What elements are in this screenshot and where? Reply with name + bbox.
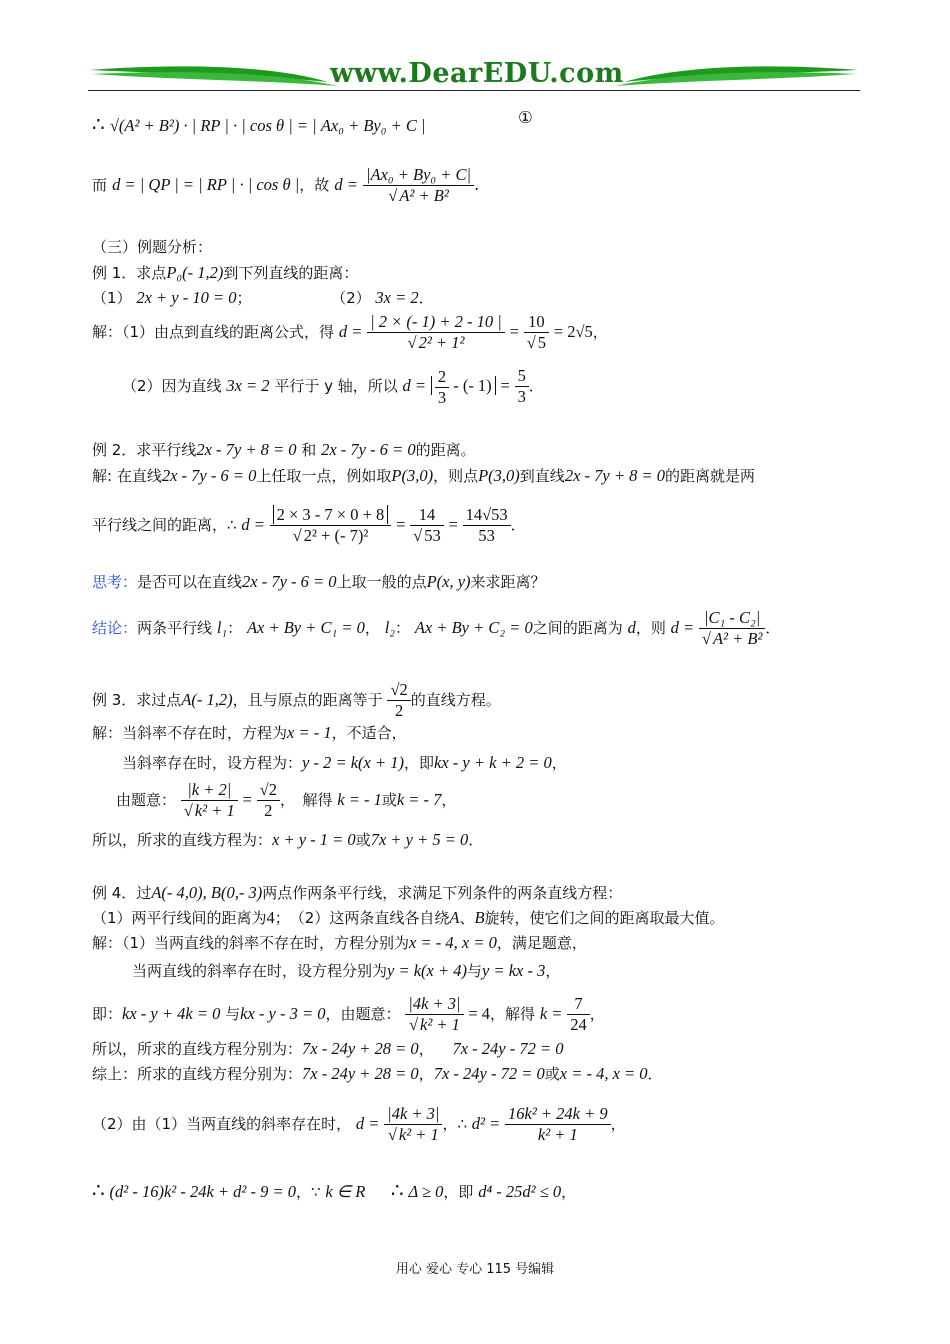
derivation-line-1: ∴ √(A² + B²) · | RP | · | cos θ | = | Ax₀ + By₀ + C | <box>92 114 426 136</box>
ex4-conditions: （1）两平行线间的距离为4； （2）这两条直线各自绕A、B旋转，使它们之间的距离取最大值。 <box>92 908 725 927</box>
conclusion-label: 结论： <box>92 619 138 637</box>
ex1-solution-1: 解：（1）由点到直线的距离公式，得 d = $\frac{| 2 \times (- 1) + 2 - 10 |}{\text{√ 2² + 1²}}$ = $\frac{10}{√ 5}$ = 2√5， <box>92 312 608 352</box>
ex4-prompt: 例 4．过A(- 4,0), B(0,- 3)两点作两条平行线，求满足下列条件的两条直线方程： <box>92 883 623 902</box>
ex4-solution-2: 当两直线的斜率存在时，设方程分别为y = k(x + 4)与y = kx - 3， <box>132 961 561 980</box>
ex3-solution-4: 所以，所求的直线方程为：x + y - 1 = 0或7x + y + 5 = 0． <box>92 830 484 849</box>
ex4-part2-line-1: （2）由（1）当两直线的斜率存在时， d = $\frac{|4k + 3|}{\text{√ k² + 1}}$ ，∴ d² = $\frac{\text{16k² + 24k + 9}}{\text{k² + 1}}$ ， <box>92 1104 626 1144</box>
ex4-solution-4: 所以，所求的直线方程分别为：7x - 24y + 28 = 0， 7x - 24y - 72 = 0 <box>92 1039 564 1058</box>
ex1-prompt: 例 1．求点P₀(- 1,2)到下列直线的距离： <box>92 263 359 282</box>
ex1-solution-2: （2）因为直线 3x = 2 平行于 y 轴，所以 d = $\frac{2}{3}$ - (- 1) = $\frac{5}{3}$ ． <box>122 366 544 407</box>
ex4-part2-line-2: ∴ (d² - 16)k² - 24k + d² - 9 = 0，∵ k ∈ R ∴ Δ ≥ 0，即 d⁴ - 25d² ≤ 0， <box>92 1180 577 1202</box>
section-title: （三）例题分析： <box>92 238 213 256</box>
ex2-solution-line-1: 解: 在直线2x - 7y - 6 = 0上任取一点，例如取P(3,0)，则点P(3,0)到直线2x - 7y + 8 = 0的距离就是两 <box>92 466 755 485</box>
ex3-solution-3: 由题意： $\frac{|k + 2|}{\text{√ k² + 1}}$ = $\frac{√2}{2}$ ， 解得 k = - 1或k = - 7， <box>116 780 457 820</box>
ex2-prompt: 例 2．求平行线2x - 7y + 8 = 0 和 2x - 7y - 6 = 0的距离。 <box>92 440 476 459</box>
circle-mark: ① <box>518 108 533 127</box>
ex4-solution-3: 即：kx - y + 4k = 0 与kx - y - 3 = 0，由题意： $\frac{|4k + 3|}{\text{√ k² + 1}}$ = 4，解得 k = $\frac{7}{24}$ ， <box>92 994 605 1034</box>
ex3-solution-1: 解：当斜率不存在时，方程为x = - 1，不适合， <box>92 723 407 742</box>
ex4-solution-5: 综上：所求的直线方程分别为：7x - 24y + 28 = 0，7x - 24y - 72 = 0或x = - 4, x = 0． <box>92 1064 663 1083</box>
ex3-prompt: 例 3．求过点A(- 1,2)，且与原点的距离等于 $\frac{√2}{2}$ 的直线方程。 <box>92 680 501 720</box>
derivation-line-2: 而 d = | QP | = | RP | · | cos θ |，故 d = $\frac{\text{|Ax₀ + By₀ + C|}}{\text{√ A² + B²}}$ . <box>92 165 480 205</box>
think-line: 思考：是否可以在直线2x - 7y - 6 = 0上取一般的点P(x, y)来求距离？ <box>92 572 546 591</box>
header-rule <box>88 90 860 91</box>
conclusion-line: 结论：两条平行线 l₁： Ax + By + C₁ = 0， l₂： Ax + By + C₂ = 0之间的距离为 d，则 d = $\frac{\text{|C₁ - C₂|}}{\text{√ A² + B²}}$ ． <box>92 608 781 648</box>
footer-text: 用心 爱心 专心 115 号编辑 <box>395 1262 555 1277</box>
ex2-solution-line-2: 平行线之间的距离，∴ d = $\frac{2 \times 3 - 7 \times 0 + 8}{\text{√ 2² + (- 7)²}}$ = $\frac{14}{√ 53}$ = $\frac{14√53}{53}$ ． <box>92 505 526 545</box>
logo-text: www.DearEDU.com <box>330 58 624 89</box>
ex3-solution-2: 当斜率存在时，设方程为：y - 2 = k(x + 1)，即kx - y + k + 2 = 0， <box>122 753 567 772</box>
ex4-solution-1: 解：（1）当两直线的斜率不存在时，方程分别为x = - 4, x = 0，满足题意， <box>92 933 587 952</box>
think-label: 思考： <box>92 573 138 591</box>
ex1-parts: （1） 2x + y - 10 = 0； （2） 3x = 2． <box>92 288 434 307</box>
